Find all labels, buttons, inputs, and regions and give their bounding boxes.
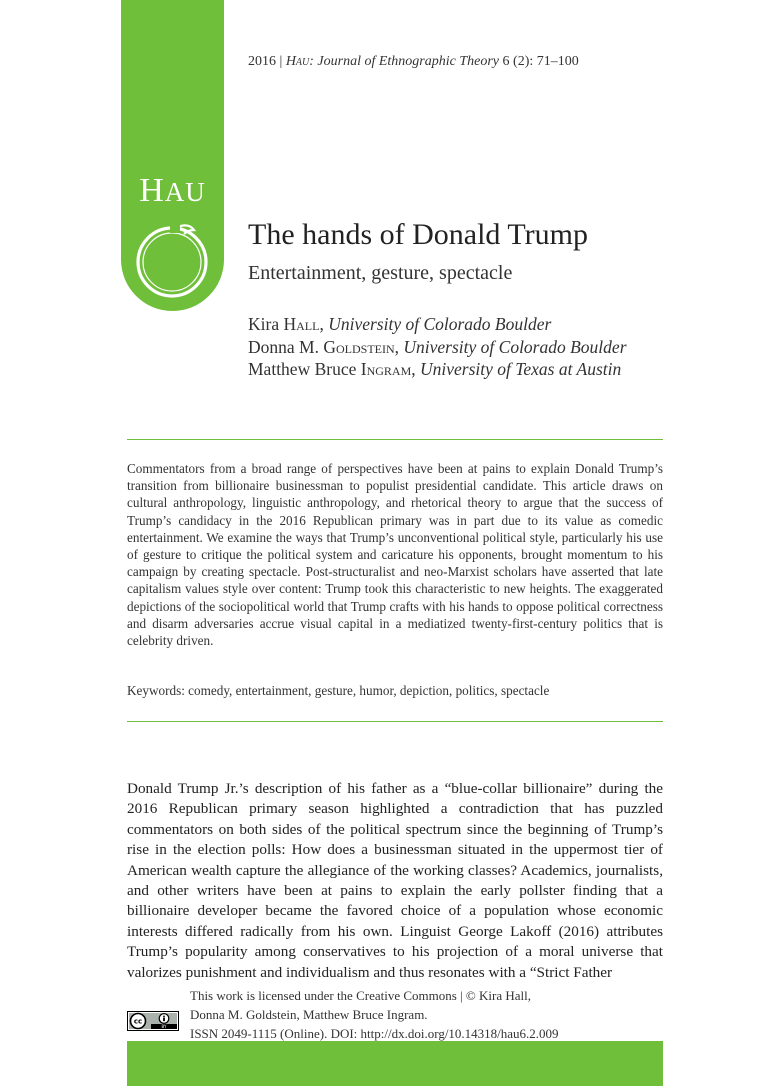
divider: [127, 721, 663, 722]
license-notice: This work is licensed under the Creative Commons | © Kira Hall, Donna M. Goldstein, Matthew Bruce Ingram. ISSN 2049-1115 (Online). DOI: http://dx.doi.org/10.14318/hau6.2.009: [190, 988, 559, 1041]
doi-link[interactable]: ISSN 2049-1115 (Online). DOI: http://dx.doi.org/10.14318/hau6.2.009: [190, 1026, 559, 1041]
cc-by-license-icon[interactable]: [127, 1011, 179, 1031]
body-paragraph: Donald Trump Jr.’s description of his father as a “blue-collar billionaire” during the 2016 Republican primary season highlighted a contradiction that has puzzled commentators on both sides of the political spectrum since the beginning of Trump’s rise in the election polls: How does a businessman situated in the uppermost tier of American wealth capture the allegiance of the working classes? Academics, journalists, and other writers have been at pains to explain the early pollster finding that a billionaire developer became the favored choice of a population whose economic interests differed radically from his own. Linguist George Lakoff (2016) attributes Trump’s popularity among conservatives to his projection of a moral universe that valorizes punishment and individualism and thus resonates with a “Strict Father: [127, 780, 663, 981]
author-line: Matthew Bruce Ingram, University of Texas at Austin: [248, 359, 622, 379]
keywords: Keywords: comedy, entertainment, gesture, humor, depiction, politics, spectacle: [127, 683, 550, 698]
author-line: Donna M. Goldstein, University of Colorado Boulder: [248, 336, 627, 357]
article-subtitle: Entertainment, gesture, spectacle: [248, 262, 513, 284]
author-line: Kira Hall, University of Colorado Boulder: [248, 314, 552, 334]
journal-citation: 2016 | Hau: Journal of Ethnographic Theory 6 (2): 71–100: [248, 54, 579, 69]
divider: [127, 439, 663, 440]
author-list: [248, 313, 627, 381]
journal-logo-text: HAU: [139, 172, 206, 209]
ouroboros-logo-icon: [130, 218, 214, 302]
by-badge-label: BY: [161, 1024, 167, 1030]
cc-badge-text: cc: [133, 1017, 143, 1026]
abstract: Commentators from a broad range of perspectives have been at pains to explain Donald Trump’s transition from billionaire businessman to populist presidential candidate. This article draws on cultural anthropology, linguistic anthropology, and rhetorical theory to argue that the success of Trump’s candidacy in the 2016 Republican primary was in part due to its value as comedic entertainment. We examine the ways that Trump’s unconventional political style, particularly his use of gesture to critique the political system and caricature his opponents, brought momentum to his campaign by creating spectacle. Post-structuralist and neo-Marxist scholars have asserted that late capitalism values style over content: Trump took this characteristic to new heights. The exaggerated depictions of the sociopolitical world that Trump crafts with his hands to oppose political correctness and disarm adversaries accrue visual capital in a mediatized twenty-first-century politics that is celebrity driven.: [127, 461, 663, 649]
footer-band: [127, 1041, 663, 1086]
article-title: The hands of Donald Trump: [248, 218, 588, 251]
